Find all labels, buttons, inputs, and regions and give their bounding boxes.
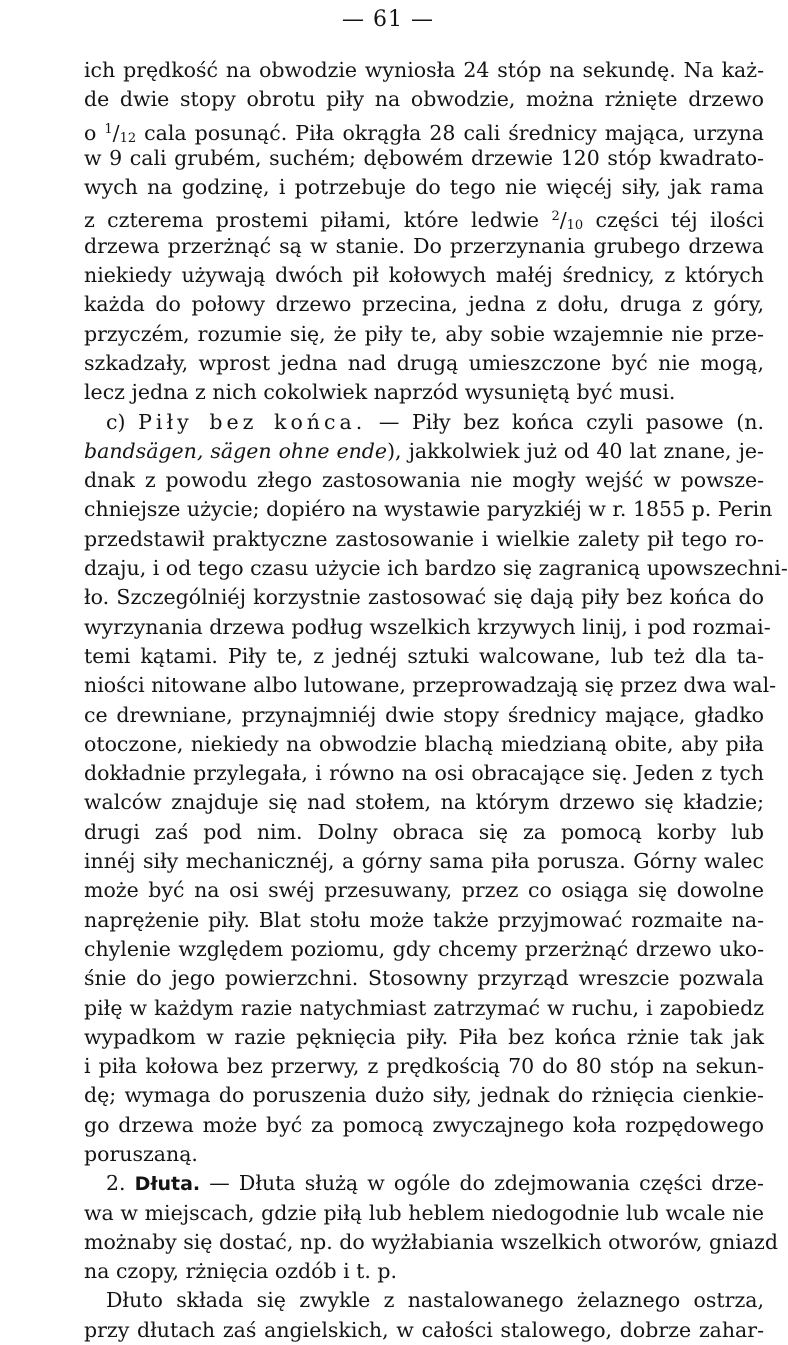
text-line: Dłuto składa się zwykle z nastalowanego żelaznego ostrza,	[106, 1288, 764, 1313]
text-line: szkadzały, wprost jedna nad drugą umieszczone być nie mogą,	[84, 350, 764, 375]
text-line: ce drewniane, przynajmniéj dwie stopy średnicy mające, gładko	[84, 702, 764, 727]
text-line: poruszaną.	[84, 1141, 198, 1166]
text-line: ło. Szczególniéj korzystnie zastosować się dają piły bez końca do	[84, 585, 764, 610]
text-line: drugi zaś pod nim. Dolny obraca się za pomocą korby lub	[84, 819, 764, 844]
text-line: otoczone, niekiedy na obwodzie blachą miedzianą obite, aby piła	[84, 731, 764, 756]
text-line: ich prędkość na obwodzie wyniosła 24 stóp na sekundę. Na każ-	[84, 58, 764, 82]
text-line: wa w miejscach, gdzie piłą lub heblem niedogodnie lub wcale nie	[84, 1200, 764, 1225]
text-line: dę; wymaga do poruszenia dużo siły, jednak do rżnięcia cienkie-	[84, 1083, 764, 1108]
text-line: możnaby się dostać, np. do wyżłabiania wszelkich otworów, gniazd	[84, 1229, 778, 1254]
text-line: wych na godzinę, i potrzebuje do tego nie więcéj siły, jak rama	[84, 175, 764, 200]
text-line: niekiedy używają dwóch pił kołowych małéj średnicy, z których	[84, 263, 764, 288]
text-line: śnie do jego powierzchni. Stosowny przyrząd wreszcie pozwala	[84, 966, 764, 991]
text-line: innéj siły mechanicznéj, a górny sama piła porusza. Górny walec	[84, 849, 764, 874]
text-line: dnak z powodu złego zastosowania nie mogły wejść w powsze-	[84, 468, 764, 493]
text-line: z czterema prostemi piłami, które ledwie $^2$/10 części téj ilości	[84, 208, 764, 234]
text-line: może być na osi swéj przesuwany, przez co osiąga się dowolne	[84, 878, 764, 903]
text-line: chniejsze użycie; dopiéro na wystawie paryzkiéj w r. 1855 p. Perin	[84, 497, 773, 522]
text-line: drzewa przerżnąć są w stanie. Do przerzynania grubego drzewa	[84, 233, 764, 258]
body-text	[84, 56, 788, 1345]
text-line: każda do połowy drzewo przecina, jedna z dołu, druga z góry,	[84, 292, 764, 317]
text-line: i piła kołowa bez przerwy, z prędkością 70 do 80 stóp na sekun-	[84, 1054, 764, 1079]
text-line: przyczém, rozumie się, że piły te, aby sobie wzajemnie nie prze-	[84, 321, 764, 346]
text-line: dzaju, i od tego czasu użycie ich bardzo się zagranicą upowszechni-	[84, 556, 788, 581]
text-line: temi kątami. Piły te, z jednéj sztuki walcowane, lub też dla ta-	[84, 643, 764, 668]
text-line: przy dłutach zaś angielskich, w całości stalowego, dobrze zahar-	[84, 1317, 764, 1342]
section-heading: Dłuta.	[134, 1173, 201, 1196]
text-line: lecz jedna z nich cokolwiek naprzód wysuniętą być musi.	[84, 380, 676, 405]
text-line: niości nitowane albo lutowane, przeprowadzają się przez dwa wal-	[84, 673, 777, 698]
text-line: chylenie względem poziomu, gdy chcemy przerżnąć drzewo uko-	[84, 936, 764, 961]
section-heading-line: 2. Dłuta. — Dłuta służą w ogóle do zdejmowania części drze-	[106, 1171, 764, 1196]
text-line: w 9 cali grubém, suchém; dębowém drzewie 120 stóp kwadrato-	[84, 145, 764, 170]
section-heading: Piły bez końca.	[138, 409, 367, 434]
text-line: wyrzynania drzewa podług wszelkich krzywych linij, i pod rozmai-	[84, 614, 771, 639]
text-line: walców znajduje się nad stołem, na którym drzewo się kładzie;	[84, 790, 764, 815]
text-line: o $^1$/12 cala posunąć. Piła okrągła 28 cali średnicy mająca, urzyna	[84, 120, 764, 146]
text-line: na czopy, rżnięcia ozdób i t. p.	[84, 1259, 398, 1284]
text-line: dokładnie przylegała, i równo na osi obracające się. Jeden z tych	[84, 761, 764, 786]
text-line: piłę w każdym razie natychmiast zatrzymać w ruchu, i zapobiedz	[84, 995, 764, 1020]
section-heading-line: c) Piły bez końca. — Piły bez końca czyli pasowe (n.	[106, 409, 765, 434]
text-line: go drzewa może być za pomocą zwyczajnego koła rozpędowego	[84, 1112, 764, 1137]
text-line: bandsägen, sägen ohne ende), jakkolwiek już od 40 lat znane, je-	[84, 438, 764, 463]
text-line: naprężenie piły. Blat stołu może także przyjmować rozmaite na-	[84, 907, 764, 932]
text-line: de dwie stopy obrotu piły na obwodzie, można rżnięte drzewo	[84, 87, 764, 112]
text-line: przedstawił praktyczne zastosowanie i wielkie zalety pił tego ro-	[84, 526, 764, 551]
text-line: wypadkom w razie pęknięcia piły. Piła bez końca rżnie tak jak	[84, 1024, 764, 1049]
page-number: — 61 —	[342, 7, 434, 32]
